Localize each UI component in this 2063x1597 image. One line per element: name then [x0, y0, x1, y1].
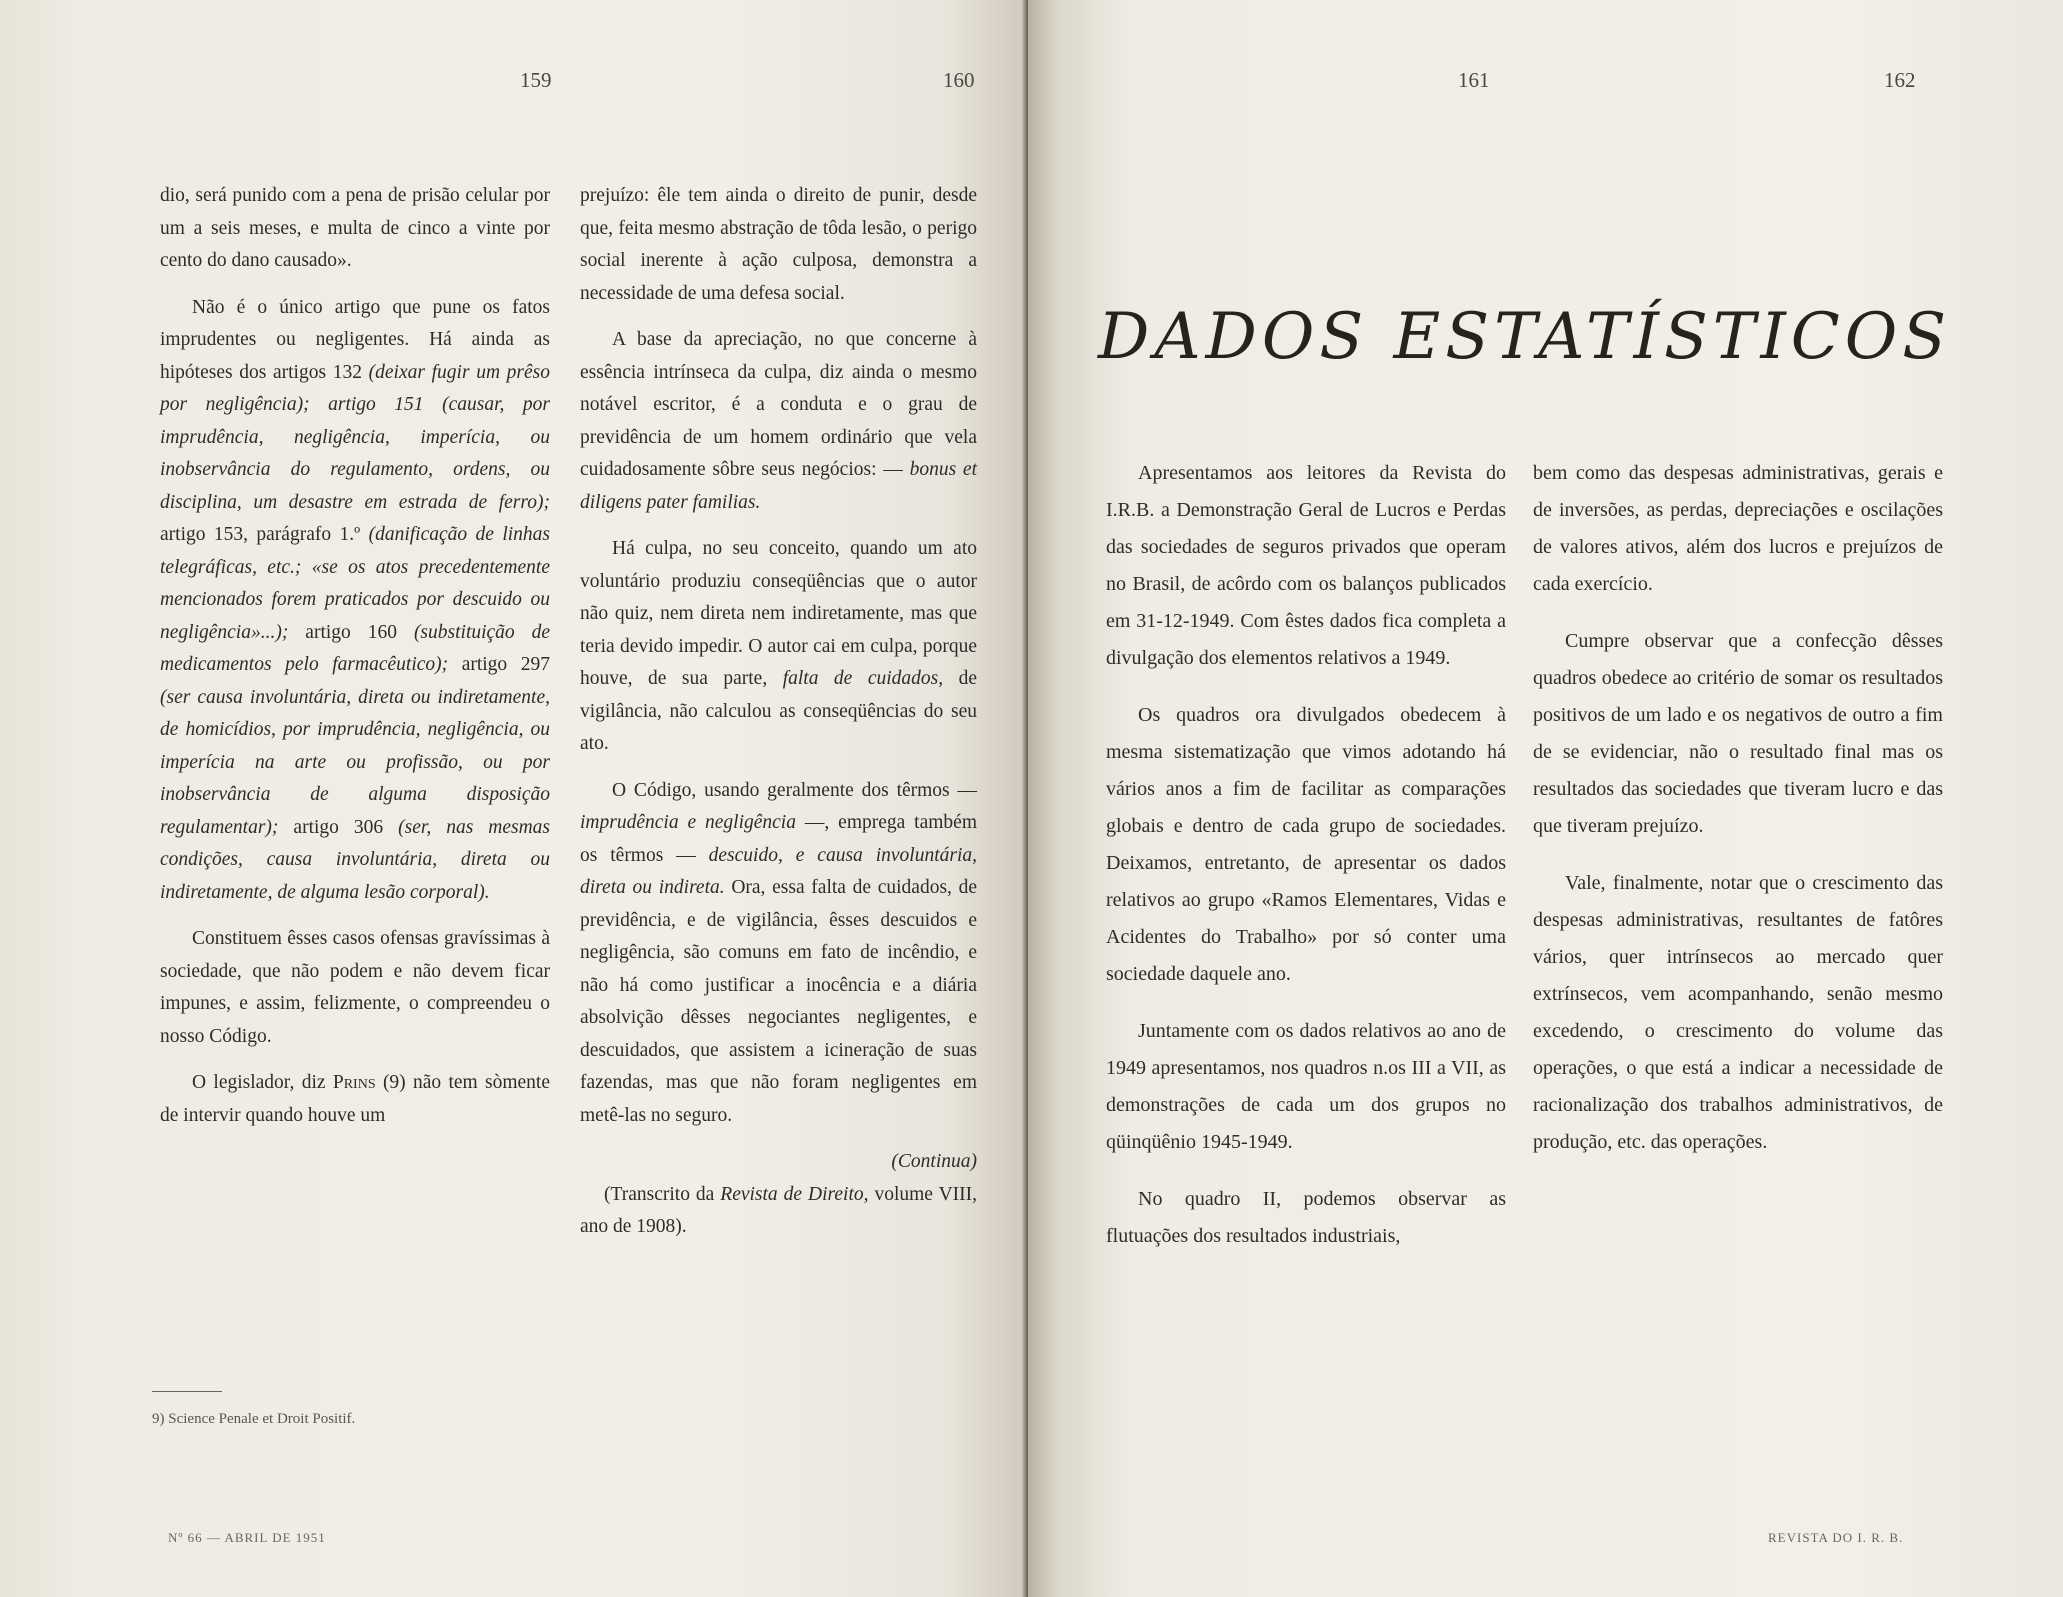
stats-column-1 [1106, 455, 1506, 1275]
article-column-2 [580, 180, 977, 1244]
right-footer: REVISTA DO I. R. B. [1768, 1530, 1904, 1545]
paragraph: Juntamente com os dados relativos ao ano de 1949 apresentamos, nos quadros n.os III a VII, as demonstrações de cada um dos grupos no qüinqüênio 1945-1949. [1106, 1020, 1506, 1153]
paragraph: Há culpa, no seu conceito, quando um ato voluntário produziu conseqüências que o autor não quiz, nem direta nem indiretamente, mas que teria devido impedir. O autor cai em culpa, porque houve, de sua parte, falta de cuidados, de vigilância, não calculou as conseqüências do seu ato. [580, 538, 977, 754]
paragraph: O legislador, diz Prins (9) não tem sòmente de intervir quando houve um [160, 1072, 551, 1126]
page-number-160: 160 [943, 68, 975, 92]
paragraph: No quadro II, podemos observar as flutuações dos resultados industriais, [1106, 1188, 1506, 1247]
left-page [0, 0, 1028, 1597]
paragraph: O Código, usando geralmente dos têrmos — imprudência e negligência —, emprega também os têrmos — descuido, e causa involuntária, direta ou indireta. Ora, essa falta de cuidados, de previdência, e de vigilância, êsses descuidos e negligência, são comuns em fato de incêndio, e não há como justificar a inocência e a diária absolvição dêsses negociantes negligentes, e descuidados, que assistem a icineração de suas fazendas, mas que não foram negligentes em metê-las no seguro. [580, 779, 977, 1126]
transcription-note: (Transcrito da Revista de Direito, volume VIII, ano de 1908). [580, 1183, 978, 1237]
page-number-159: 159 [520, 68, 552, 92]
stats-column-2 [1533, 455, 1943, 1181]
paragraph: Apresentamos aos leitores da Revista do I.R.B. a Demonstração Geral de Lucros e Perdas das sociedades de seguros privados que operam no Brasil, de acôrdo com os balanços publicados em 31-12-1949. Com êstes dados fica completa a divulgação dos elementos relativos a 1949. [1106, 462, 1506, 669]
page-number-162: 162 [1884, 68, 1916, 92]
right-page [1028, 0, 2063, 1597]
section-heading: DADOS ESTATÍSTICOS [1098, 300, 1952, 374]
article-column-1 [160, 180, 550, 1146]
paragraph: Cumpre observar que a confecção dêsses quadros obedece ao critério de somar os resultados positivos de um lado e os negativos de outro a fim de se evidenciar, não o resultado final mas os resultados das sociedades que tiveram lucro e das que tiveram prejuízo. [1533, 630, 1943, 837]
paragraph: bem como das despesas administrativas, gerais e de inversões, as perdas, depreciações e oscilações de valores ativos, além dos lucros e prejuízos de cada exercício. [1533, 462, 1943, 595]
paragraph: Os quadros ora divulgados obedecem à mesma sistematização que vimos adotando há vários anos a fim de facilitar as comparações globais e dentro de cada grupo de sociedades. Deixamos, entretanto, de apresentar os dados relativos ao grupo «Ramos Elementares, Vidas e Acidentes do Trabalho» por só conter uma sociedade daquele ano. [1106, 704, 1506, 985]
paragraph: Constituem êsses casos ofensas gravíssimas à sociedade, que não podem e não devem ficar impunes, e assim, felizmente, o compreendeu o nosso Código. [160, 928, 550, 1047]
paragraph: dio, será punido com a pena de prisão celular por um a seis meses, e multa de cinco a vinte por cento do dano causado». [160, 185, 550, 271]
page-number-161: 161 [1458, 68, 1490, 92]
continua-label: (Continua) [891, 1151, 977, 1172]
left-footer: Nº 66 — ABRIL DE 1951 [168, 1530, 326, 1545]
paragraph: Vale, finalmente, notar que o crescimento das despesas administrativas, resultantes de fatôres vários, quer intrínsecos ao mercado quer extrínsecos, vem acompanhando, senão mesmo excedendo, o crescimento do volume das operações, o que está a indicar a necessidade de racionalização dos trabalhos administrativos, de produção, etc. das operações. [1533, 872, 1943, 1153]
paragraph: prejuízo: êle tem ainda o direito de punir, desde que, feita mesmo abstração de tôda lesão, o perigo social inerente à ação culposa, demonstra a necessidade de uma defesa social. [580, 185, 977, 304]
paragraph: Não é o único artigo que pune os fatos imprudentes ou negligentes. Há ainda as hipóteses dos artigos 132 (deixar fugir um prêso por negligência); artigo 151 (causar, por imprudência, negligência, imperícia, ou inobservância do regulamento, ordens, ou disciplina, um desastre em estrada de ferro); artigo 153, parágrafo 1.º (danificação de linhas telegráficas, etc.; «se os atos precedentemente mencionados forem praticados por descuido ou negligência»...); artigo 160 (substituição de medicamentos pelo farmacêutico); artigo 297 (ser causa involuntária, direta ou indiretamente, de homicídios, por imprudência, negligência, ou imperícia na arte ou profissão, ou por inobservância de alguma disposição regulamentar); artigo 306 (ser, nas mesmas condições, causa involuntária, direta ou indiretamente, de alguma lesão corporal). [160, 296, 551, 903]
paragraph: A base da apreciação, no que concerne à essência intrínseca da culpa, diz ainda o mesmo notável escritor, é a conduta e o grau de previdência de um homem ordinário que vela cuidadosamente sôbre seus negócios: — bonus et diligens pater familias. [580, 329, 977, 513]
footnote: 9) Science Penale et Droit Positif. [152, 1411, 356, 1427]
footnote-rule [152, 1391, 222, 1392]
